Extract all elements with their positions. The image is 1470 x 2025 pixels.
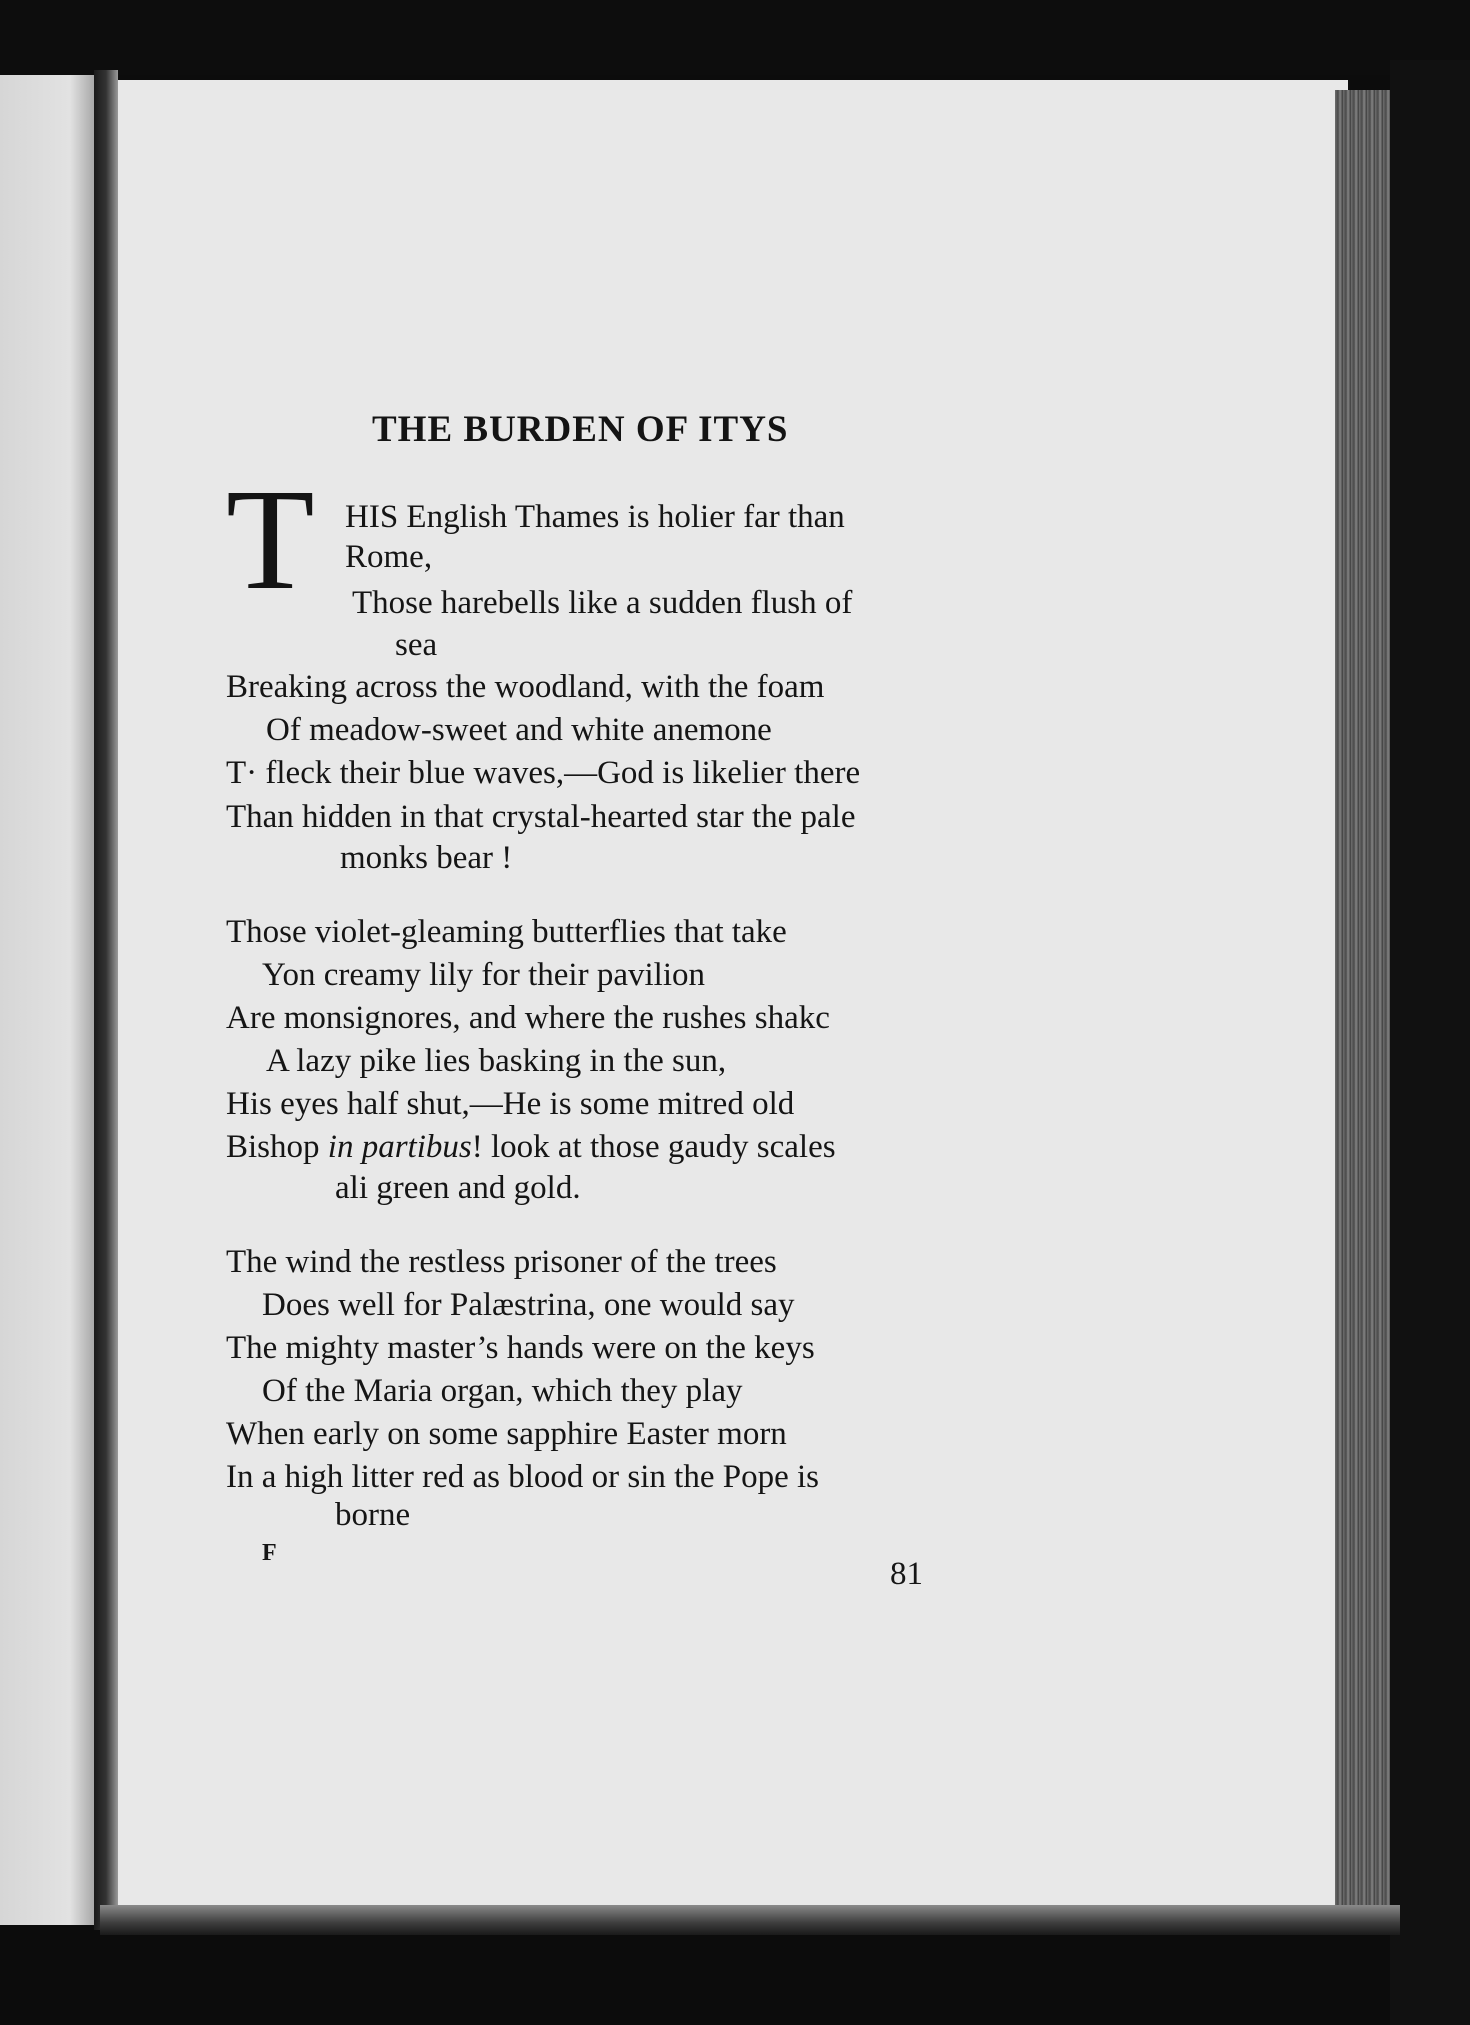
poem-title: THE BURDEN OF ITYS xyxy=(372,409,789,450)
poem-line: sea xyxy=(395,627,438,663)
poem-line: Does well for Palæstrina, one would say xyxy=(262,1287,795,1323)
page-stack-edge xyxy=(1335,90,1395,1930)
signature-mark: F xyxy=(262,1540,277,1566)
facing-page-edge xyxy=(0,75,100,1925)
poem-line: Rome, xyxy=(345,539,433,575)
poem-line: Than hidden in that crystal-hearted star the pale xyxy=(226,799,856,835)
poem-line: T· fleck their blue waves,—God is likelier there xyxy=(226,755,861,791)
poem-line: Of the Maria organ, which they play xyxy=(262,1373,743,1409)
poem-line: When early on some sapphire Easter morn xyxy=(226,1416,787,1452)
poem-line: HIS English Thames is holier far than xyxy=(345,499,845,535)
poem-line: A lazy pike lies basking in the sun, xyxy=(266,1043,727,1079)
poem-line-bishop xyxy=(226,1127,836,1167)
scan-right-border xyxy=(1390,60,1470,2025)
text-run: ! look at those gaudy scales xyxy=(471,1129,836,1165)
poem-line: In a high litter red as blood or sin the Pope is xyxy=(226,1459,819,1495)
poem-line: borne xyxy=(335,1497,411,1533)
poem-line: The mighty master’s hands were on the keys xyxy=(226,1330,815,1366)
text-run: Bishop xyxy=(226,1129,320,1165)
poem-line: Of meadow-sweet and white anemone xyxy=(266,712,772,748)
poem-line: Yon creamy lily for their pavilion xyxy=(262,957,705,993)
drop-cap: T xyxy=(226,460,315,620)
poem-line: monks bear ! xyxy=(340,840,513,876)
poem-line: Those harebells like a sudden flush of xyxy=(352,585,853,621)
poem-line: Are monsignores, and where the rushes shakc xyxy=(226,1000,830,1036)
italic-phrase: in partibus xyxy=(327,1129,472,1165)
poem-line: ali green and gold. xyxy=(335,1170,581,1206)
book-gutter xyxy=(94,70,118,1930)
page-bottom-edge xyxy=(100,1905,1400,1935)
poem-line: The wind the restless prisoner of the trees xyxy=(226,1244,777,1280)
page-number: 81 xyxy=(890,1556,923,1592)
book-page xyxy=(118,80,1348,1910)
poem-line: His eyes half shut,—He is some mitred old xyxy=(226,1086,795,1122)
scan-top-border xyxy=(0,0,1470,75)
poem-line: Breaking across the woodland, with the foam xyxy=(226,669,825,705)
poem-line: Those violet-gleaming butterflies that take xyxy=(226,914,787,950)
